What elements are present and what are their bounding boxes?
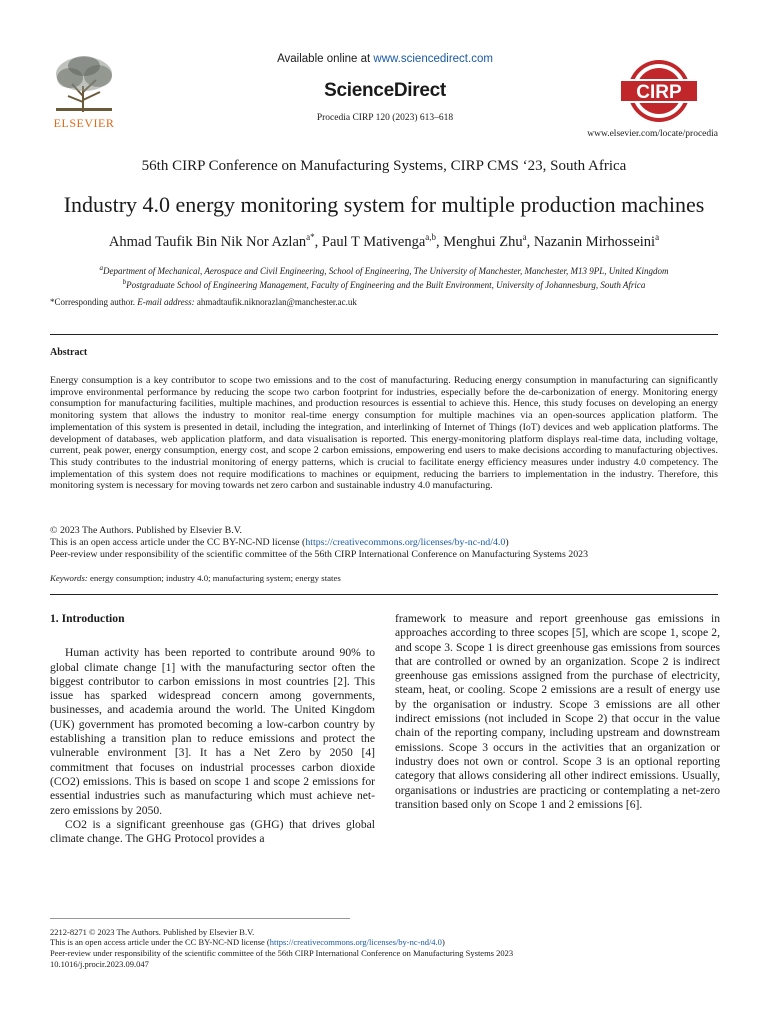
body-paragraph: framework to measure and report greenhouse gas emissions in approaches according to three scopes [5], which are scope 1, scope 2, and scope 3. Scope 1 is direct greenhouse gas emissions from sources that are controlled or owned by an organization. Scope 2 is indirect greenhouse gas emissions assigned from the purchase of electricity, steam, heat, or cooling. Scope 2 emissions are a result of energy use by the organisation or industry. Scope 3 emissions are all other indirect emissions (not included in Scope 2) that occur in the value chain of the reporting company, including upstream and downstream emissions. Scope 3 occurs in the activities that an organization or industry does not own or control. Scope 3 is an optional reporting category that allows considering all other indirect emissions. Usually, organisations or industries are practicing or contemplating a net-zero transition based only on Scope 1 and 2 emissions [6]. — [395, 612, 720, 811]
affiliation-b — [40, 278, 728, 290]
email-label: E-mail address: — [137, 297, 195, 307]
footer-license-prefix: This is an open access article under the CC BY-NC-ND license ( — [50, 937, 270, 947]
elsevier-wordmark: ELSEVIER — [53, 116, 115, 130]
abstract-body: Energy consumption is a key contributor to scope two emissions and to the cost of manufacturing. Reducing energy consumption in manufacturing can significantly improve environmental performance by reducing the scope two carbon footprint for industries, especially before the de-carbonization of energy. Monitoring energy consumption for manufacturing facilities, multiple machines, and production resources is essential to achieve this. Hence, this study focuses on developing an energy monitoring system that allows the industry to monitor real-time energy consumption for multiple machines via an open-sources application platform. The implementation of this system is presented in detail, including the integration, and interlinking of Internet of Things (IoT) devices and web application platforms. The development of databases, web application platform, and data visualisation is reported. This energy-monitoring platform displays real-time data, including voltage, current, peak power, energy consumption, energy cost, and scope 2 carbon emissions, empowering end users to make decisions according to manufacturing objectives. This study contributes to the industrial monitoring of energy patterns, which is crucial to facilitate energy efficiency measures under industry 4.0 competency. The implementation of this system does not require modifications to machines or equipment, reducing the barriers to implementation in the industry. Therefore, this monitoring system is necessary for moving towards net zero carbon and sustainable industry 4.0 manufacturing. — [50, 375, 718, 492]
author-sep: , — [526, 233, 534, 250]
cirp-logo — [611, 57, 707, 125]
cirp-logo-text: CIRP — [636, 82, 682, 103]
author-affil-sup: a — [522, 232, 527, 242]
footer-rule — [50, 918, 350, 919]
keywords-label: Keywords: — [50, 573, 88, 583]
author-name: Paul T Mativenga — [321, 233, 426, 250]
body-column-left — [50, 612, 375, 846]
affiliation-sup: b — [122, 278, 127, 286]
author-name: Ahmad Taufik Bin Nik Nor Azlan — [108, 233, 307, 250]
footer-peer-review: Peer-review under responsibility of the scientific committee of the 56th CIRP International Conference on Manufacturing Systems 2023 — [50, 948, 514, 958]
abstract-heading: Abstract — [50, 347, 88, 358]
journal-reference: Procedia CIRP 120 (2023) 613–618 — [316, 113, 454, 123]
footer-issn-copyright: 2212-8271 © 2023 The Authors. Published by Elsevier B.V. — [50, 927, 255, 937]
section-heading-introduction: 1. Introduction — [50, 612, 125, 625]
affiliation-text: Postgraduate School of Engineering Management, Faculty of Engineering and the Built Environment, University of Johannesburg, South Africa — [126, 280, 646, 290]
conference-line: 56th CIRP Conference on Manufacturing Systems, CIRP CMS ‘23, South Africa — [141, 158, 627, 174]
available-online-line — [200, 53, 570, 65]
author-list — [40, 232, 728, 251]
divider-bottom — [50, 594, 718, 595]
license-prefix: This is an open access article under the CC BY-NC-ND license ( — [50, 537, 306, 548]
footer-license-suffix: ) — [441, 937, 445, 947]
corresponding-label: *Corresponding author. — [50, 297, 135, 307]
author-sep: , — [436, 233, 444, 250]
corresponding-author — [50, 297, 718, 307]
body-paragraph: Human activity has been reported to contribute around 90% to global climate change [1] with the manufacturing sector often the biggest contributor to carbon emissions in most countries [2]. This issue has sparked widespread concern among governments, businesses, and academia around the world. The United Kingdom (UK) government has promoted becoming a low-carbon country by establishing a transition plan to reduce emissions and protect the vulnerable environment [3]. It has a Net Zero by 2050 [4] commitment that focuses on industrial processes carbon dioxide (CO2) emissions. This is based on scope 1 and scope 2 emissions for essential industries such as manufacturing which must achieve net-zero emissions by 2050. — [50, 646, 375, 817]
author-affil-sup: a* — [306, 232, 315, 242]
body-paragraph: CO2 is a significant greenhouse gas (GHG) that drives global climate change. The GHG Protocol provides a — [50, 817, 375, 846]
affiliation-sup: a — [99, 264, 104, 272]
sciencedirect-brand: ScienceDirect — [324, 80, 446, 101]
author-affil-sup: a — [655, 232, 660, 242]
footer-doi[interactable]: 10.1016/j.procir.2023.09.047 — [50, 959, 149, 969]
author-sep: , — [314, 233, 322, 250]
author-affil-sup: a,b — [425, 232, 437, 242]
abstract-copyright: © 2023 The Authors. Published by Elsevier B.V. — [50, 525, 243, 536]
affiliation-a — [40, 264, 728, 276]
keywords-line — [50, 573, 718, 583]
paper-title: Industry 4.0 energy monitoring system for multiple production machines — [63, 192, 705, 217]
footer-license-link[interactable]: https://creativecommons.org/licenses/by-nc-nd/4.0 — [269, 937, 442, 947]
footer-license — [50, 937, 718, 948]
author-name: Menghui Zhu — [443, 233, 523, 250]
body-column-right — [395, 612, 720, 812]
license-link[interactable]: https://creativecommons.org/licenses/by-nc-nd/4.0 — [305, 537, 506, 548]
abstract-peer-review: Peer-review under responsibility of the scientific committee of the 56th CIRP International Conference on Manufacturing Systems 2023 — [50, 549, 589, 560]
corresponding-email[interactable]: ahmadtaufik.niknorazlan@manchester.ac.uk — [196, 297, 357, 307]
elsevier-url[interactable]: www.elsevier.com/locate/procedia — [587, 129, 718, 139]
abstract-license — [50, 537, 718, 549]
keywords-text: energy consumption; industry 4.0; manufacturing system; energy states — [87, 573, 341, 583]
sciencedirect-link[interactable]: www.sciencedirect.com — [373, 53, 493, 65]
available-online-prefix: Available online at — [277, 53, 374, 65]
license-suffix: ) — [505, 537, 509, 548]
affiliation-text: Department of Mechanical, Aerospace and Civil Engineering, School of Engineering, The University of Manchester, Manchester, M13 9PL, United Kingdom — [103, 266, 669, 276]
author-name: Nazanin Mirhosseini — [533, 233, 656, 250]
divider-top — [50, 334, 718, 335]
